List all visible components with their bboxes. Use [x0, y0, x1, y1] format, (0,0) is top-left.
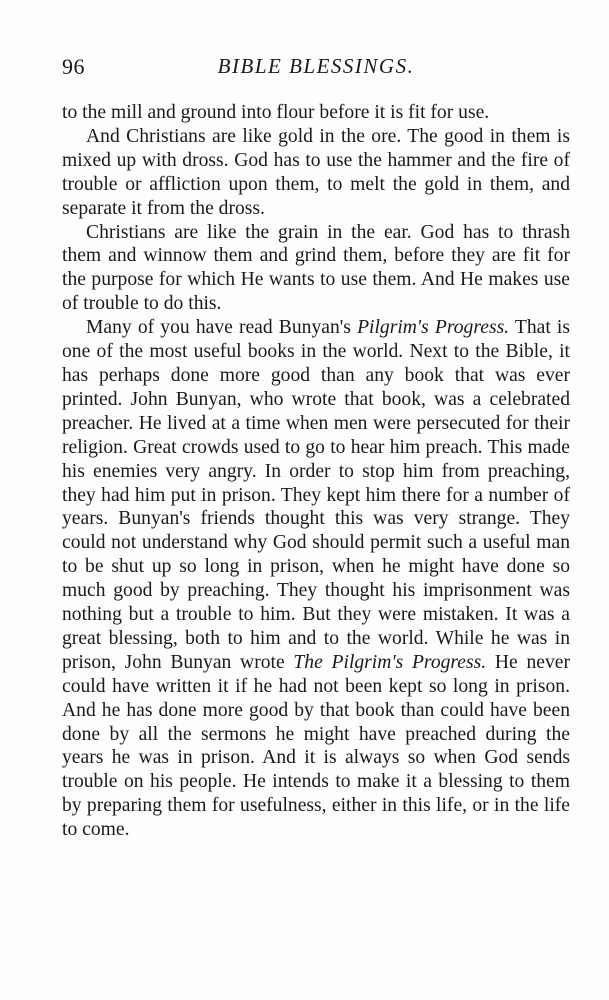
- paragraph-bunyan-text-1: Many of you have read Bunyan's: [86, 317, 358, 339]
- running-head: [62, 54, 570, 84]
- paragraph-bunyan-text-2: That is one of the most useful books in the world. Next to the Bible, it has perhaps done more good than any book that was ever printed. John Bunyan, who wrote that book, was a celebrated preacher. He lived at a time when men were persecuted for their religion. Great crowds used to go to hear him preach. This made his enemies very angry. In order to stop him from preaching, they had him put in prison. They kept him there for a number of years. Bunyan's friends thought this was very strange. They could not understand why God should permit such a useful man to be shut up so long in prison, when he might have done so much good by preaching. They thought his imprisonment was nothing but a trouble to him. But they were mistaken. It was a great blessing, both to him and to the world. While he was in prison, John Bunyan wrote: [62, 317, 570, 673]
- paragraph-bunyan: [62, 316, 570, 842]
- running-title: BIBLE BLESSINGS.: [217, 54, 415, 78]
- paragraph-grain: Christians are like the grain in the ear. God has to thrash them and winnow them and grind them, before they are fit for the purpose for which He wants to use them. And He makes use of trouble to do this.: [62, 221, 570, 315]
- body-text: [62, 101, 570, 842]
- book-title-the-pilgrims-progress: The Pilgrim's Progress.: [293, 651, 487, 673]
- paragraph-bunyan-text-3: He never could have written it if he had not been kept so long in prison. And he has done more good by that book than could have been done by all the sermons he might have preached during the years he was in prison. And it is always so when God sends trouble on his people. He intends to make it a blessing to them by preparing them for usefulness, either in this life, or in the life to come.: [62, 651, 570, 841]
- paragraph-continued: to the mill and ground into flour before it is fit for use.: [62, 102, 490, 123]
- paragraph-gold-ore: And Christians are like gold in the ore. The good in them is mixed up with dross. God has to use the hammer and the fire of trouble or affliction upon them, to melt the gold in them, and separate it from the dross.: [62, 125, 570, 219]
- page-number: 96: [62, 54, 85, 79]
- book-title-pilgrims-progress: Pilgrim's Progress.: [357, 317, 510, 339]
